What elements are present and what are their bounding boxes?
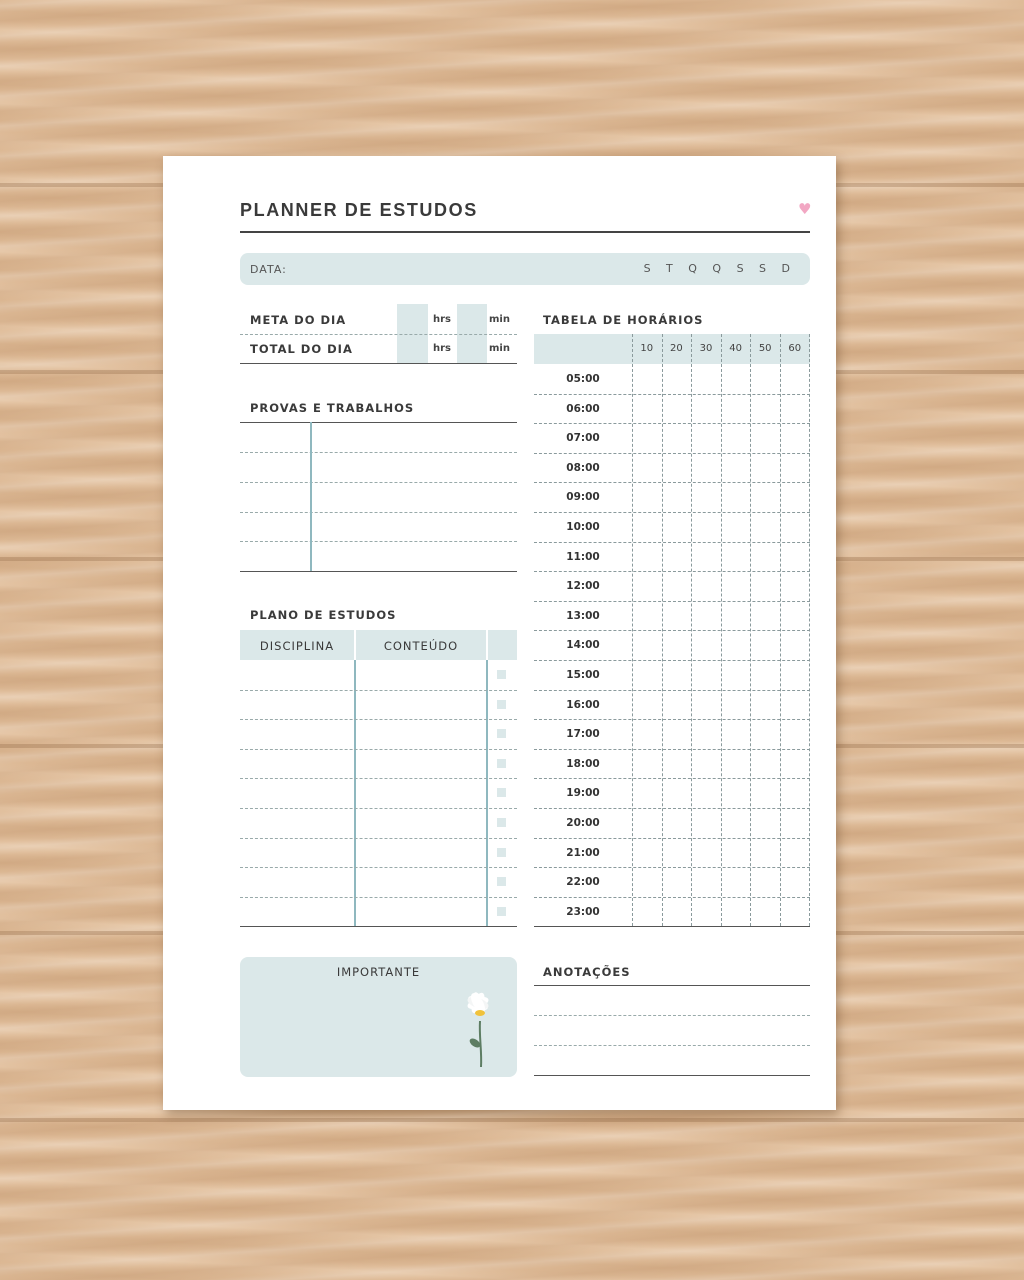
plano-row-divider (240, 749, 517, 750)
planner-page (163, 156, 836, 1110)
schedule-row-divider (534, 630, 810, 631)
importante-title: IMPORTANTE (336, 965, 421, 979)
schedule-minute-col-label: 30 (699, 343, 713, 354)
schedule-row-divider (534, 660, 810, 661)
schedule-row-divider (534, 897, 810, 898)
schedule-row-divider (534, 571, 810, 572)
plano-divider-header (486, 630, 488, 660)
total-hrs-label: hrs (433, 343, 452, 354)
daily-goal-section (240, 304, 517, 364)
schedule-row-divider (534, 512, 810, 513)
schedule-time-label: 15:00 (566, 669, 600, 681)
schedule-row-divider (534, 778, 810, 779)
total-do-dia-label: TOTAL DO DIA (250, 342, 353, 356)
plano-checkbox[interactable] (497, 818, 506, 827)
schedule-time-label: 19:00 (566, 787, 600, 800)
daisy-flower-icon (453, 985, 503, 1071)
plano-row-divider (240, 838, 517, 839)
date-bar (240, 253, 810, 285)
schedule-row-divider (534, 926, 810, 927)
schedule-row-divider (534, 838, 810, 839)
plano-checkbox[interactable] (497, 848, 506, 857)
schedule-time-label: 21:00 (566, 846, 600, 859)
anotacoes-line (534, 1015, 810, 1016)
col-disciplina: DISCIPLINA (259, 639, 335, 653)
schedule-time-label: 10:00 (566, 521, 600, 533)
provas-row (240, 541, 517, 542)
provas-row (240, 482, 517, 483)
schedule-row-divider (534, 601, 810, 602)
schedule-time-label: 12:00 (566, 580, 600, 593)
plano-checkbox[interactable] (497, 759, 506, 768)
plano-title: PLANO DE ESTUDOS (250, 608, 397, 622)
anotacoes-lines[interactable] (534, 985, 810, 1077)
schedule-time-label: 23:00 (566, 905, 600, 918)
provas-bottom-rule (240, 571, 517, 572)
schedule-row-divider (534, 394, 810, 395)
provas-row (240, 512, 517, 513)
schedule-time-label: 22:00 (566, 876, 600, 889)
row-divider (240, 334, 517, 335)
heart-icon: ♥ (798, 200, 812, 218)
plano-checkbox[interactable] (497, 788, 506, 797)
plano-checkbox[interactable] (497, 700, 506, 709)
plano-row-divider (240, 867, 517, 868)
schedule-time-label: 13:00 (566, 609, 600, 622)
meta-min-label: min (489, 314, 510, 325)
schedule-row-divider (534, 542, 810, 543)
schedule-row-divider (534, 867, 810, 868)
schedule-minute-col-label: 10 (640, 343, 654, 354)
plano-checkbox[interactable] (497, 877, 506, 886)
schedule-row-divider (534, 423, 810, 424)
plano-row-divider (240, 778, 517, 779)
schedule-minute-col-label: 40 (729, 343, 742, 354)
provas-column-divider (310, 422, 312, 571)
provas-row (240, 452, 517, 453)
plano-bottom-rule (240, 926, 517, 927)
anotacoes-bottom-rule (534, 1075, 810, 1076)
total-min-label: min (489, 343, 510, 354)
provas-table[interactable] (240, 422, 517, 572)
schedule-time-label: 17:00 (566, 728, 600, 741)
meta-hrs-label: hrs (433, 314, 452, 325)
schedule-row-divider (534, 690, 810, 691)
schedule-time-label: 06:00 (566, 402, 600, 415)
plano-row-divider (240, 897, 517, 898)
schedule-minute-col-label: 60 (788, 343, 802, 354)
plano-row-divider (240, 719, 517, 720)
schedule-row-divider (534, 482, 810, 483)
plano-row-divider (240, 690, 517, 691)
title-divider (240, 231, 810, 233)
plano-row-divider (240, 808, 517, 809)
plano-checkbox[interactable] (497, 729, 506, 738)
anotacoes-line (534, 1045, 810, 1046)
schedule-table[interactable] (534, 334, 810, 928)
provas-title: PROVAS E TRABALHOS (250, 401, 415, 415)
plano-checkbox[interactable] (497, 670, 506, 679)
schedule-title: TABELA DE HORÁRIOS (543, 313, 704, 327)
plano-table[interactable] (240, 630, 517, 927)
schedule-minute-col-label: 20 (670, 343, 683, 354)
schedule-minute-col-label: 50 (758, 343, 772, 354)
plano-divider-header (354, 630, 356, 660)
schedule-time-label: 16:00 (566, 698, 600, 711)
schedule-time-label: 18:00 (566, 757, 600, 770)
date-label: DATA: (250, 263, 287, 276)
schedule-row-divider (534, 749, 810, 750)
meta-do-dia-label: META DO DIA (250, 313, 347, 327)
schedule-time-label: 09:00 (566, 491, 600, 504)
anotacoes-top-rule (534, 985, 810, 986)
plano-checkbox[interactable] (497, 907, 506, 916)
schedule-time-label: 05:00 (566, 373, 600, 385)
schedule-row-divider (534, 453, 810, 454)
anotacoes-title: ANOTAÇÕES (543, 965, 631, 979)
provas-top-rule (240, 422, 517, 423)
weekday-selector[interactable]: S T Q Q S S D (643, 262, 796, 275)
schedule-row-divider (534, 808, 810, 809)
section-bottom-rule (240, 363, 517, 364)
schedule-time-label: 11:00 (566, 550, 600, 563)
col-conteudo: CONTEÚDO (383, 639, 459, 653)
page-title: PLANNER DE ESTUDOS (240, 200, 478, 220)
schedule-row-divider (534, 719, 810, 720)
importante-box[interactable] (240, 957, 517, 1077)
schedule-time-label: 08:00 (566, 461, 600, 474)
schedule-time-label: 14:00 (566, 639, 600, 652)
schedule-time-label: 07:00 (566, 432, 600, 445)
schedule-time-label: 20:00 (566, 817, 600, 829)
